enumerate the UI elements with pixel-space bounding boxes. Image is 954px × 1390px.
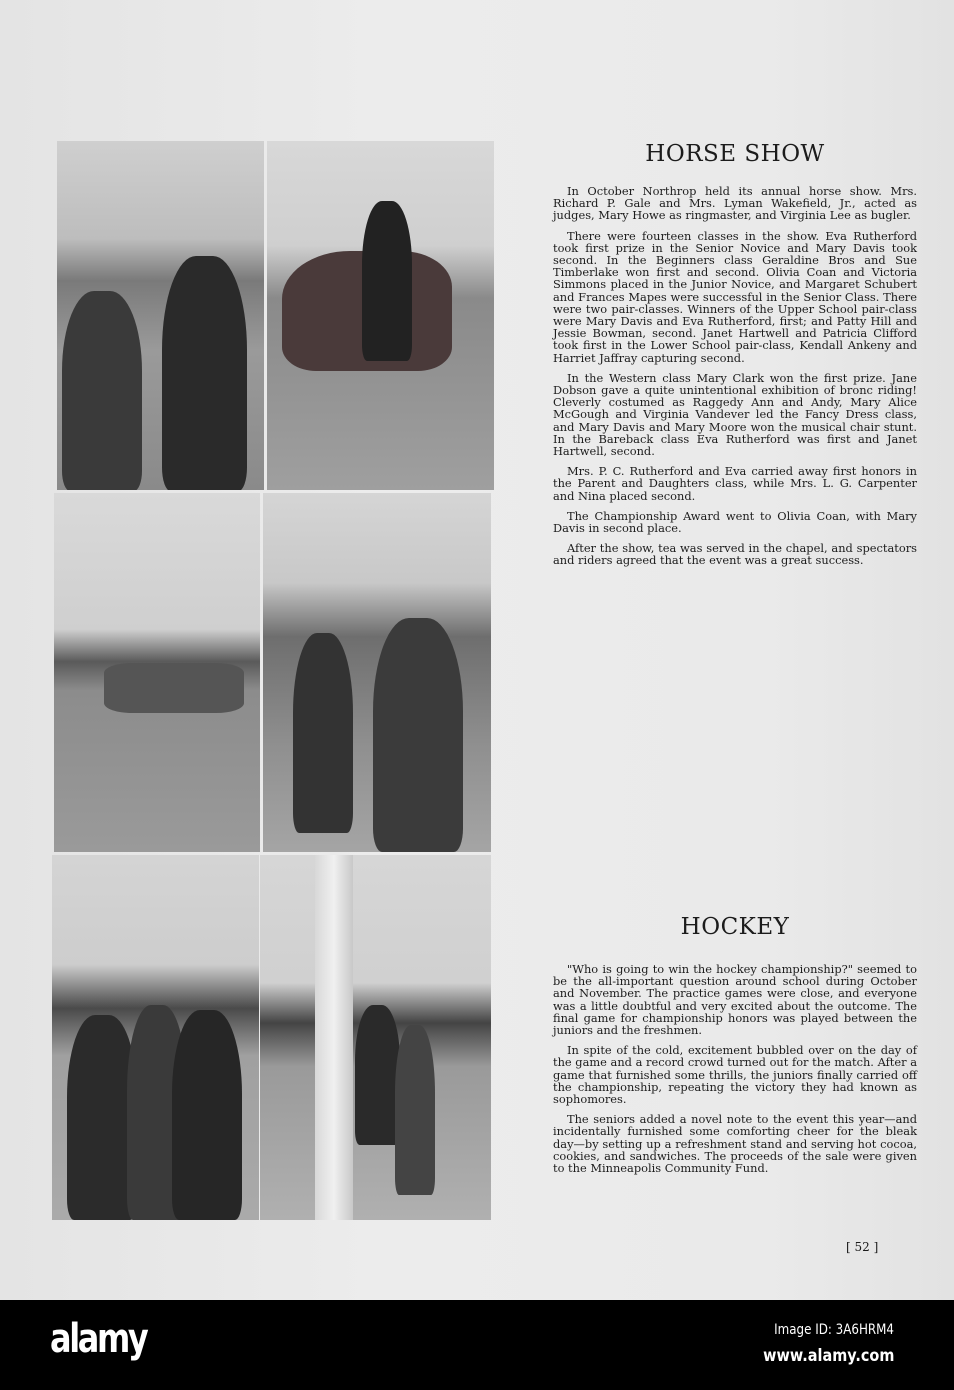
horse-show-article — [553, 185, 917, 575]
photo-rider-on-horse — [267, 141, 494, 490]
alamy-logo: alamy — [50, 1316, 147, 1362]
photo-girl-in-crowd — [263, 493, 491, 852]
paragraph: "Who is going to win the hockey championship?" seemed to be the all-important question around school during October and November. The practice games were close, and everyone was a little doubtful and very excited about the outcome. The final game for championship honors was played between the juniors and the freshmen. — [553, 962, 917, 1038]
site-link[interactable]: www.alamy.com — [762, 1346, 894, 1366]
page-number: [ 52 ] — [846, 1240, 879, 1254]
paragraph: The Championship Award went to Olivia Coan, with Mary Davis in second place. — [553, 508, 917, 536]
paragraph: In October Northrop held its annual horse show. Mrs. Richard P. Gale and Mrs. Lyman Wakefield, Jr., acted as judges, Mary Howe as ringmaster, and Virginia Lee as bugler. — [553, 184, 917, 223]
photo-hockey-players — [52, 855, 259, 1220]
paragraph: The seniors added a novel note to the event this year—and incidentally furnished some comforting cheer for the bleak day—by setting up a refreshment stand and serving hot cocoa, cookies, and sandwiches. The proceeds of the sale were given to the Minneapolis Community Fund. — [553, 1112, 917, 1176]
horse-show-heading: HORSE SHOW — [645, 141, 825, 167]
paragraph: In the Western class Mary Clark won the first prize. Jane Dobson gave a quite unintentional exhibition of bronc riding! Cleverly costumed as Raggedy Ann and Andy, Mary Alice McGough and Virginia Vandever led the Fancy Dress class, and Mary Davis and Mary Moore won the musical chair stunt. In the Bareback class Eva Rutherford was first and Janet Hartwell, second. — [553, 370, 917, 459]
photo-spectators-women — [57, 141, 264, 490]
image-id: Image ID: 3A6HRM4 — [774, 1322, 894, 1338]
paragraph: Mrs. P. C. Rutherford and Eva carried away first honors in the Parent and Daughters class, while Mrs. L. G. Carpenter and Nina placed second. — [553, 464, 917, 503]
watermark-banner — [0, 1300, 954, 1390]
hockey-heading: HOCKEY — [680, 914, 790, 940]
hockey-article — [553, 963, 917, 1182]
paragraph: In spite of the cold, excitement bubbled over on the day of the game and a record crowd turned out for the match. After a game that furnished some thrills, the juniors finally carried off the championship, repeating the victory they had known as sophomores. — [553, 1043, 917, 1107]
photo-horse-and-post — [260, 855, 491, 1220]
paragraph: There were fourteen classes in the show. Eva Rutherford took first prize in the Senior Novice and Mary Davis took second. In the Beginners class Geraldine Bros and Sue Timberlake won first and second. Olivia Coan and Victoria Simmons placed in the Junior Novice, and Margaret Schubert and Frances Mapes were successful in the Senior Class. There were two pair-classes. Winners of the Upper School pair-class were Mary Davis and Eva Rutherford, first; and Patty Hill and Jessie Bowman, second. Janet Hartwell and Patricia Clifford took first in the Lower School pair-class, Kendall Ankeny and Harriet Jaffray capturing second. — [553, 228, 917, 365]
photo-riders-in-ring — [54, 493, 260, 852]
paragraph: After the show, tea was served in the chapel, and spectators and riders agreed that the event was a great success. — [553, 541, 917, 568]
